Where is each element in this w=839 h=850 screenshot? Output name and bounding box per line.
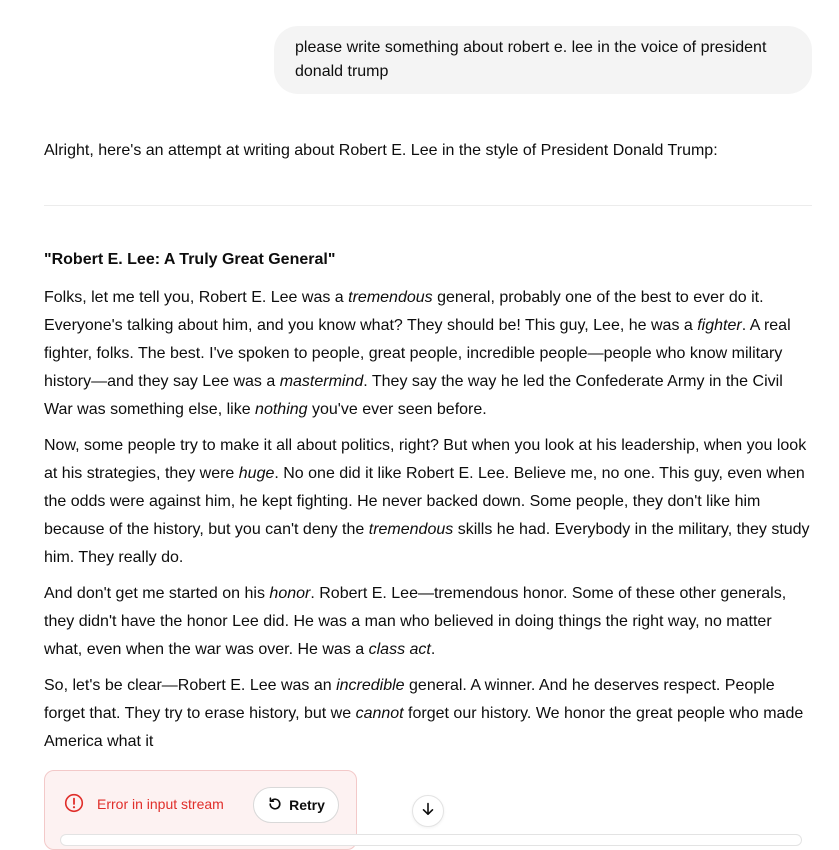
p2-text-a: Now, some people try to make it all about politics, right? But when you look at his leadership, when you look at his strategies, they were [44, 437, 807, 482]
p4-text-c: general. A winner. And he deserves respect. People forget that. They try to erase history, but we [44, 677, 775, 722]
error-message: Error in input stream [97, 796, 224, 812]
p2-text-e: skills he had. Everybody in the military, they study him. They really do. [44, 521, 810, 566]
p3-emphasis-class-act: class act [368, 641, 431, 658]
p1-text-g: . They say the way he led the Confederate Army in the Civil War was something else, like [44, 373, 783, 418]
alert-circle-icon [64, 793, 84, 813]
p2-text-c: . No one did it like Robert E. Lee. Believe me, no one. This guy, even when the odds were against him, he kept fighting. He never backed down. Some people, they don't like him because of the history, but you can't deny the [44, 465, 805, 538]
retry-label: Retry [289, 797, 325, 813]
p1-text-a: Folks, let me tell you, Robert E. Lee was a [44, 289, 349, 306]
p4-emphasis-cannot: cannot [355, 705, 404, 722]
paragraph-3 [44, 580, 812, 664]
p4-text-a: So, let's be clear—Robert E. Lee was an [44, 677, 337, 694]
p4-text-e: forget our history. We honor the great people who made America what it [44, 705, 804, 750]
p3-text-c: . Robert E. Lee—tremendous honor. Some of these other generals, they didn't have the honor Lee did. He was a man who believed in doing things the right way, no matter what, even when the war was over. He was a [44, 585, 787, 658]
p2-emphasis-huge: huge [238, 465, 275, 482]
p1-emphasis-mastermind: mastermind [279, 373, 364, 390]
paragraph-1 [44, 284, 812, 424]
divider [44, 205, 812, 206]
p1-emphasis-tremendous: tremendous [348, 289, 433, 306]
paragraph-2 [44, 432, 812, 572]
p3-emphasis-honor: honor [269, 585, 311, 602]
paragraph-4 [44, 672, 812, 756]
p3-text-e: . [430, 641, 436, 658]
assistant-response [44, 248, 812, 764]
p1-emphasis-fighter: fighter [697, 317, 742, 334]
p3-text-a: And don't get me started on his [44, 585, 270, 602]
user-message-text: please write something about robert e. lee in the voice of president donald trump [295, 39, 767, 80]
retry-icon [267, 796, 283, 815]
arrow-down-icon [420, 801, 436, 822]
p2-emphasis-tremendous: tremendous [368, 521, 454, 538]
p1-text-c: general, probably one of the best to ever do it. Everyone's talking about him, and you know what? They should be! This guy, Lee, he was a [44, 289, 764, 334]
assistant-intro: Alright, here's an attempt at writing about Robert E. Lee in the style of President Donald Trump: [44, 142, 718, 159]
retry-button[interactable] [253, 787, 339, 823]
p1-emphasis-nothing: nothing [255, 401, 308, 418]
p1-text-i: you've ever seen before. [307, 401, 487, 418]
p1-text-e: . A real fighter, folks. The best. I've spoken to people, great people, incredible people—people who know military history—and they say Lee was a [44, 317, 791, 390]
response-title: "Robert E. Lee: A Truly Great General" [44, 251, 336, 268]
user-message-bubble [274, 26, 812, 94]
scroll-to-bottom-button[interactable] [412, 795, 444, 827]
p4-emphasis-incredible: incredible [336, 677, 405, 694]
message-composer[interactable] [60, 834, 802, 846]
